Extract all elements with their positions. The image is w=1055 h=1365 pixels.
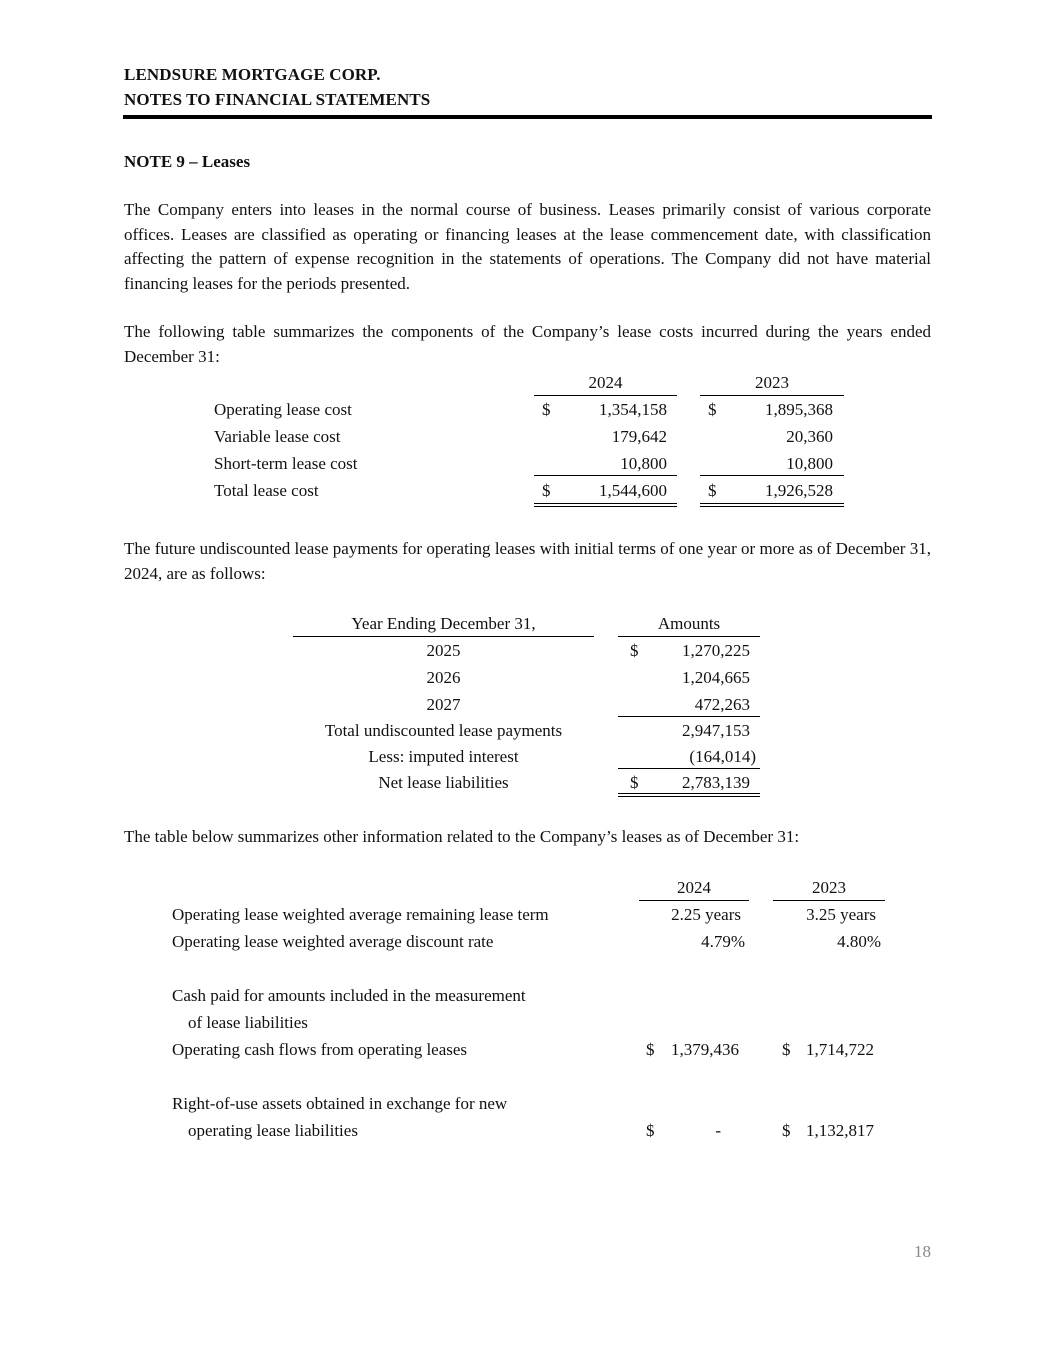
intro-paragraph: The Company enters into leases in the normal course of business. Leases primarily consist of various corporate offices. Leases are classified as operating or financing leases at the lease commencement date, with classification affecting the pattern of expense recognition in the statements of operations. The Company did not have material financing leases for the periods presented. (124, 200, 931, 293)
currency-symbol: $ (708, 400, 717, 419)
table-row-label: operating lease liabilities (188, 1121, 358, 1140)
lease-cost-year-2023: 2023 (700, 373, 844, 396)
currency-symbol: $ (630, 773, 639, 792)
future-payments-paragraph: The future undiscounted lease payments for operating leases with initial terms of one year or more as of December 31, 2024, are as follows: (124, 539, 931, 583)
currency-symbol: $ (782, 1121, 791, 1140)
other-info-year-2023: 2023 (773, 878, 885, 901)
company-name: LENDSURE MORTGAGE CORP. (124, 65, 381, 84)
subtotal-rule (700, 475, 844, 476)
table-cell-value: 1,895,368 (765, 400, 833, 419)
table-cell-value: 1,379,436 (671, 1040, 739, 1059)
subtotal-rule (618, 768, 760, 769)
other-info-paragraph: The table below summarizes other information related to the Company’s leases as of December 31: (124, 827, 800, 846)
table-cell-value: 2,947,153 (682, 721, 750, 740)
total-double-rule (534, 503, 677, 507)
table-row-label: Operating lease cost (214, 400, 352, 419)
lease-cost-intro-paragraph: The following table summarizes the components of the Company’s lease costs incurred during the years ended December 31: (124, 322, 931, 366)
note-title: NOTE 9 – Leases (124, 152, 251, 171)
table-row-label: Short-term lease cost (214, 454, 358, 473)
table-cell-total: 1,544,600 (599, 481, 667, 500)
header-divider (123, 115, 932, 119)
table-cell-value: 1,132,817 (806, 1121, 874, 1140)
lease-cost-year-2024: 2024 (534, 373, 677, 396)
table-row-label: Less: imputed interest (368, 747, 519, 766)
table-cell-value: 20,360 (786, 427, 833, 446)
table-row-label: Cash paid for amounts included in the measurement (172, 986, 526, 1005)
table-cell-value: 472,263 (694, 695, 750, 714)
total-double-rule (700, 503, 844, 507)
total-double-rule (618, 793, 760, 797)
table-cell-value: 10,800 (620, 454, 667, 473)
table-cell-total: 1,926,528 (765, 481, 833, 500)
payments-header-amounts: Amounts (618, 614, 760, 637)
currency-symbol: $ (646, 1121, 655, 1140)
table-cell-value: (164,014) (689, 747, 756, 766)
table-row-label: 2026 (426, 668, 461, 687)
subtotal-rule (618, 716, 760, 717)
subtotal-rule (534, 475, 677, 476)
table-row-label: Operating lease weighted average remaining lease term (172, 905, 549, 924)
other-info-year-2024: 2024 (639, 878, 749, 901)
table-row-label: Total undiscounted lease payments (324, 721, 563, 740)
table-row-label: Operating lease weighted average discount rate (172, 932, 494, 951)
table-cell-value: 179,642 (611, 427, 667, 446)
table-cell-value: 1,204,665 (682, 668, 750, 687)
payments-header-year: Year Ending December 31, (293, 614, 594, 637)
table-row-label: Operating cash flows from operating leases (172, 1040, 468, 1059)
table-row-label: 2027 (426, 695, 461, 714)
document-subtitle: NOTES TO FINANCIAL STATEMENTS (124, 90, 431, 109)
table-row-label: Right-of-use assets obtained in exchange for new (172, 1094, 508, 1113)
currency-symbol: $ (646, 1040, 655, 1059)
table-row-label: Variable lease cost (214, 427, 341, 446)
page-number: 18 (914, 1242, 931, 1261)
currency-symbol: $ (782, 1040, 791, 1059)
table-cell-value: - (715, 1121, 721, 1140)
table-cell-value: 3.25 years (806, 905, 876, 924)
table-cell-value: 4.80% (837, 932, 881, 951)
table-cell-value: 1,354,158 (599, 400, 667, 419)
table-cell-value: 2.25 years (671, 905, 741, 924)
table-cell-value: 1,270,225 (682, 641, 750, 660)
table-row-label-total: Total lease cost (214, 481, 319, 500)
table-row-label-total: Net lease liabilities (378, 773, 509, 792)
table-cell-value: 4.79% (701, 932, 745, 951)
table-row-label: of lease liabilities (188, 1013, 308, 1032)
table-cell-value: 10,800 (786, 454, 833, 473)
table-cell-value: 1,714,722 (806, 1040, 874, 1059)
currency-symbol: $ (630, 641, 639, 660)
currency-symbol: $ (542, 400, 551, 419)
currency-symbol: $ (542, 481, 551, 500)
table-cell-total: 2,783,139 (682, 773, 750, 792)
table-row-label: 2025 (426, 641, 461, 660)
currency-symbol: $ (708, 481, 717, 500)
